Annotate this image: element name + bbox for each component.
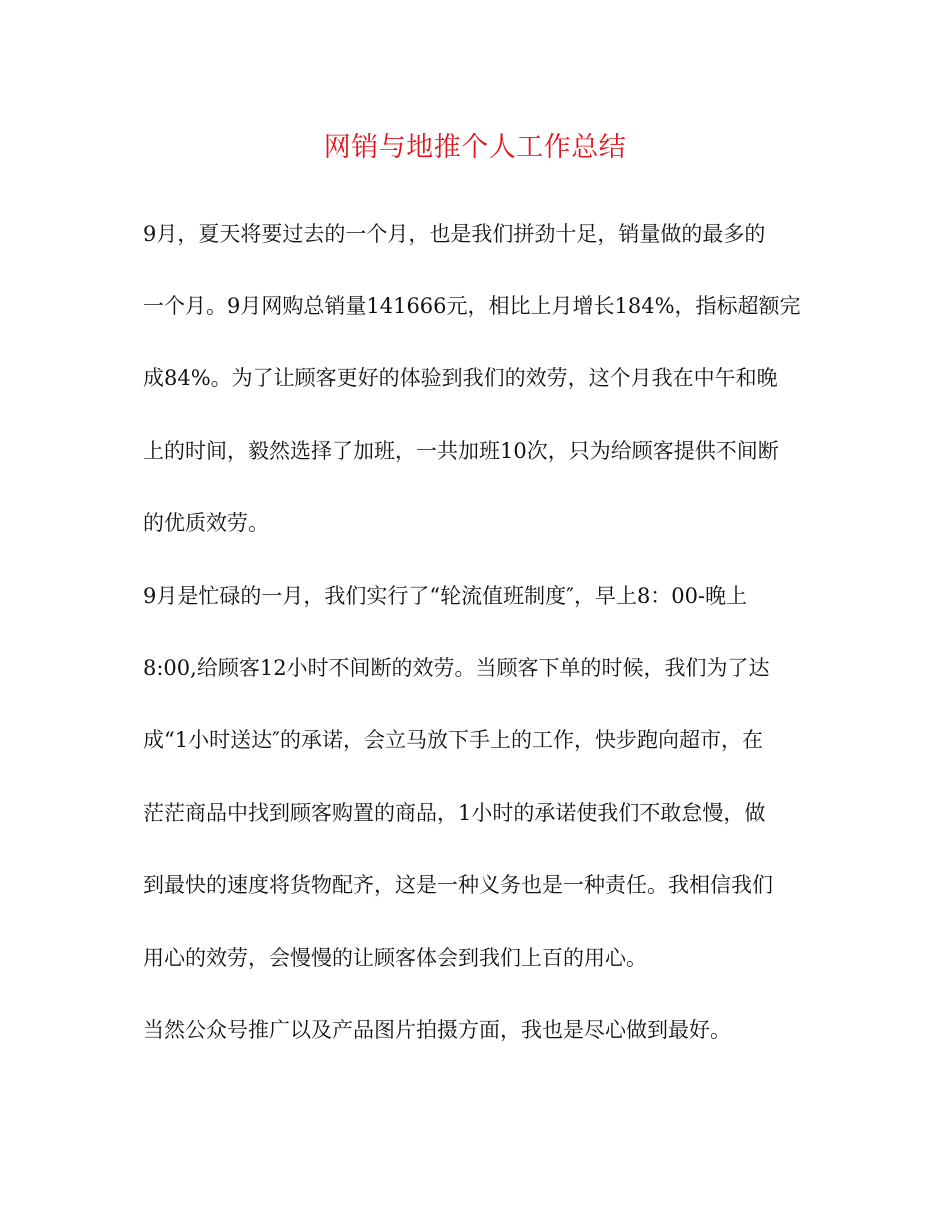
- paragraph-line: 上的时间，毅然选择了加班，一共加班10次，只为给顾客提供不间断: [143, 439, 779, 463]
- paragraph-line: 9月，夏天将要过去的一个月，也是我们拼劲十足，销量做的最多的: [143, 222, 766, 246]
- paragraph-line: 8:00,给顾客12小时不间断的效劳。当顾客下单的时候，我们为了达: [143, 656, 770, 680]
- paragraph-line: 茫茫商品中找到顾客购置的商品，1小时的承诺使我们不敢怠慢，做: [143, 801, 766, 825]
- paragraph-line: 当然公众号推广以及产品图片拍摄方面，我也是尽心做到最好。: [143, 1018, 731, 1042]
- paragraph-line: 用心的效劳，会慢慢的让顾客体会到我们上百的用心。: [143, 946, 647, 970]
- paragraph-line: 一个月。9月网购总销量141666元，相比上月增长184%，指标超额完: [143, 294, 801, 318]
- paragraph-line: 9月是忙碌的一月，我们实行了“轮流值班制度″，早上8：00-晚上: [143, 584, 748, 608]
- paragraph-line: 的优质效劳。: [143, 511, 269, 535]
- paragraph-line: 成“1小时送达″的承诺，会立马放下手上的工作，快步跑向超市，在: [143, 728, 763, 752]
- document-title: 网销与地推个人工作总结: [323, 132, 627, 163]
- paragraph-line: 成84%。为了让顾客更好的体验到我们的效劳，这个月我在中午和晚: [143, 366, 778, 390]
- paragraph-line: 到最快的速度将货物配齐，这是一种义务也是一种责任。我相信我们: [143, 873, 773, 897]
